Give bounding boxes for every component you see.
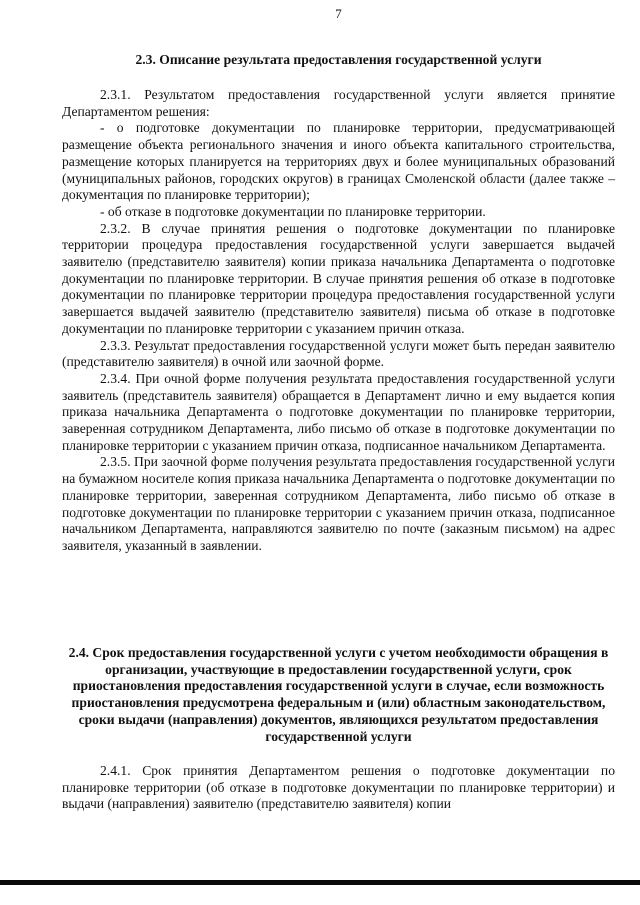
paragraph-2-4-1: 2.4.1. Срок принятия Департаментом решения о подготовке документации по планировке территории (об отказе в подготовке документации по планировке территории) и выдачи (направления) заявителю (представителю заявителя) копии xyxy=(62,763,615,812)
paragraph-2-3-3: 2.3.3. Результат предоставления государственной услуги может быть передан заявителю (представителю заявителя) в очной или заочной форме. xyxy=(62,337,615,370)
page-number: 7 xyxy=(335,6,342,21)
section-2-4-body xyxy=(62,763,615,813)
paragraph-2-3-1: 2.3.1. Результатом предоставления государственной услуги является принятие Департаментом решения: xyxy=(62,87,615,119)
list-item-refusal: - об отказе в подготовке документации по планировке территории. xyxy=(100,203,486,219)
section-2-3-heading: 2.3. Описание результата предоставления государственной услуги xyxy=(135,52,542,67)
list-item-preparation: - о подготовке документации по планировке территории, предусматривающей размещение объекта регионального значения и иного объекта капитального строительства, размещение которых планируется на территориях двух и более муниципальных образований (муниципальных районов, городских округов) в границах Смоленской области (далее также – документация по планировке территории); xyxy=(62,120,615,203)
section-2-4-heading: 2.4. Срок предоставления государственной услуги с учетом необходимости обращения в организации, участвующие в предоставлении государственной услуги, срок приостановления предоставления государственной услуги в случае, если возможность приостановления предусмотрена федеральным и (или) областным законодательством, сроки выдачи (направления) документов, являющихся результатом предоставления государственной услуги xyxy=(68,645,609,744)
bottom-scan-border xyxy=(0,880,640,885)
paragraph-2-3-4: 2.3.4. При очной форме получения результата предоставления государственной услуги заявитель (представитель заявителя) обращается в Департамент лично и ему выдается копия приказа начальника Департамента о подготовке документации по планировке территории, заверенная сотрудником Департамента, либо письмо об отказе в подготовке документации по планировке территории с указанием причин отказа, подписанное начальником Департамента. xyxy=(62,370,615,453)
paragraph-2-3-5: 2.3.5. При заочной форме получения результата предоставления государственной услуги на бумажном носителе копия приказа начальника Департамента о подготовке документации по планировке территории, заверенная сотрудником Департамента, либо письмо об отказе в подготовке документации по планировке территории с указанием причин отказа, подписанное начальником Департамента, направляются заявителю по почте (заказным письмом) на адрес заявителя, указанный в заявлении. xyxy=(62,454,615,553)
paragraph-2-3-2: 2.3.2. В случае принятия решения о подготовке документации по планировке территории процедура предоставления государственной услуги завершается выдачей заявителю (представителю заявителя) копии приказа начальника Департамента о подготовке документации по планировке территории. В случае принятия решения об отказе в подготовке документации по планировке территории процедура предоставления государственной услуги завершается выдачей заявителю (представителю заявителя) письма об отказе в подготовке документации по планировке территории с указанием причин отказа. xyxy=(62,220,615,336)
section-2-3-body xyxy=(62,87,615,555)
